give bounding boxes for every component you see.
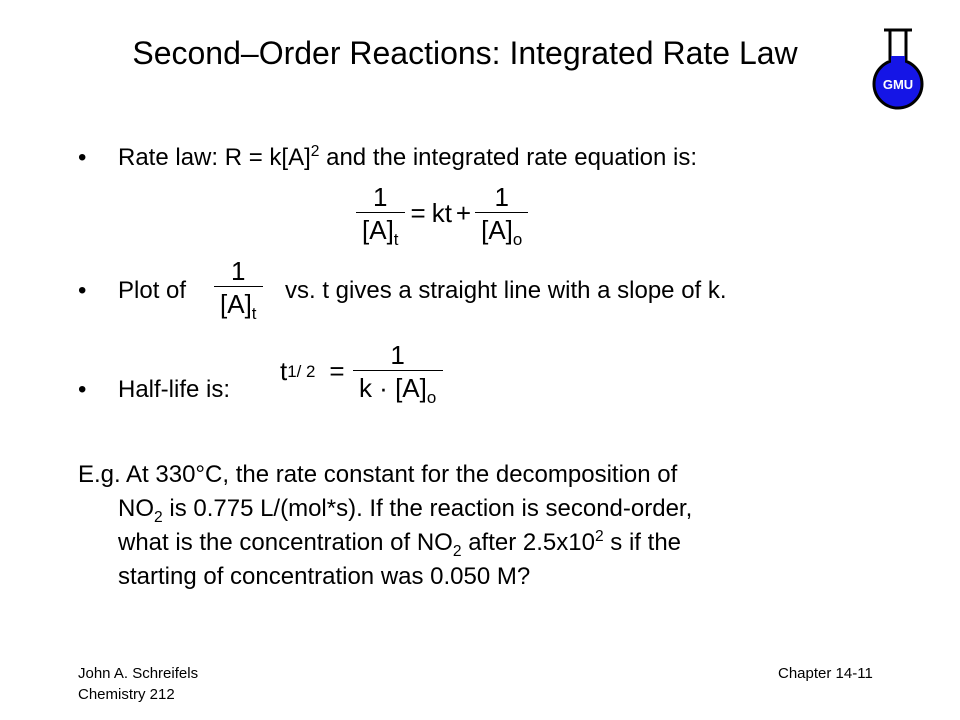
logo-text: GMU (882, 77, 914, 92)
bullet-rate-law: • Rate law: $R = k[A]^2$ and the integrated rate equation is: (78, 143, 698, 171)
plot-fraction: $\frac{1}{[A]_t}$ (214, 256, 263, 317)
footer-course: Chemistry 212 (78, 686, 175, 703)
slide-title: Second–Order Reactions: Integrated Rate Law (132, 35, 798, 71)
bullet-plot-suffix: vs. t gives a straight line with a slope of k. (285, 277, 727, 304)
gmu-flask-logo (866, 26, 932, 112)
bullet-dot: • (78, 277, 87, 304)
integrated-rate-equation: $\frac{1}{[A]_t}$ = kt + $\frac{1}{[A]_o}$ (356, 184, 528, 243)
bullet-half-life: • Half-life is: (78, 376, 231, 403)
lhs-fraction: $\frac{1}{[A]_t}$ (356, 184, 405, 243)
rhs-fraction: $\frac{1}{[A]_o}$ (475, 184, 528, 243)
bullet-dot: • (78, 376, 87, 403)
example-problem: E.g. At 330°C, the rate constant for the decomposition of $NO_2$ is 0.775 L/(mol*s). If the reaction is second-order, what is the concentration of $NO_2$ after $2.5x10^2$ s if the starting of concentration was 0.050 M? (78, 461, 693, 590)
half-life-equation: t 1/ 2 = $\frac{1}{k \cdot [A]_o}$ (280, 342, 443, 401)
footer-author: John A. Schreifels (78, 665, 199, 682)
half-life-fraction: $\frac{1}{k \cdot [A]_o}$ (353, 342, 443, 401)
footer-author-block (78, 663, 198, 705)
bullet-dot: • (78, 144, 87, 171)
bullet-plot: • Plot of (78, 277, 187, 304)
footer-chapter: Chapter 14-11 (778, 665, 873, 682)
